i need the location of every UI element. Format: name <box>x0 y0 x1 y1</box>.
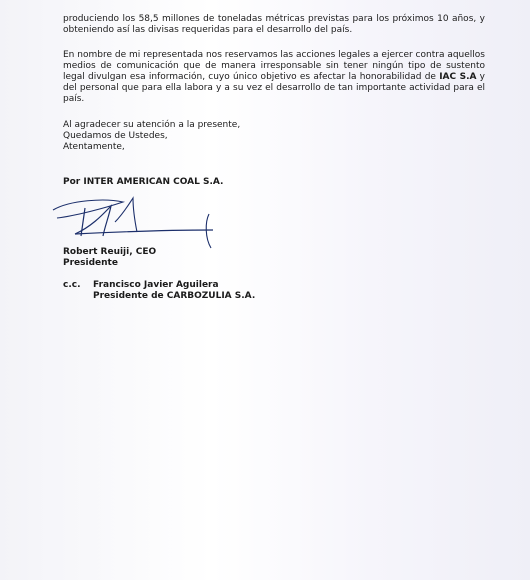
cc-recipient <box>93 280 255 302</box>
paragraph-production: produciendo los 58,5 millones de toneladas métricas previstas para los próximos 10 años, y obteniendo así las divisas requeridas para el desarrollo del país. <box>63 14 485 35</box>
paragraph-legal-actions-text: En nombre de mi representada nos reservamos las acciones legales a ejercer contra aquellos medios de comunicación que de manera irresponsable sin tener ningún tipo de sustento legal divulgan esa información, cuyo único objetivo es afectar la honorabilidad de <box>63 50 485 82</box>
signer-block <box>63 247 156 269</box>
signer-title: Presidente <box>63 258 118 268</box>
closing-block <box>63 120 240 153</box>
closing-line: Quedamos de Ustedes, <box>63 131 168 141</box>
handwritten-signature <box>45 192 225 252</box>
paragraph-legal-actions-text-end: y del personal que para ella labora y a su vez el desarrollo de tan importante actividad para el país. <box>63 72 486 104</box>
cc-recipient-title: Presidente de CARBOZULIA S.A. <box>93 291 256 301</box>
signer-name: Robert Reuiji, CEO <box>63 247 157 257</box>
company-line: Por INTER AMERICAN COAL S.A. <box>63 177 224 187</box>
cc-recipient-name: Francisco Javier Aguilera <box>93 280 219 290</box>
closing-line: Atentamente, <box>63 142 125 152</box>
paragraph-legal-actions <box>63 50 485 105</box>
company-abbreviation: IAC S.A <box>439 72 477 82</box>
cc-label: c.c. <box>63 280 81 290</box>
closing-line: Al agradecer su atención a la presente, <box>63 120 241 130</box>
